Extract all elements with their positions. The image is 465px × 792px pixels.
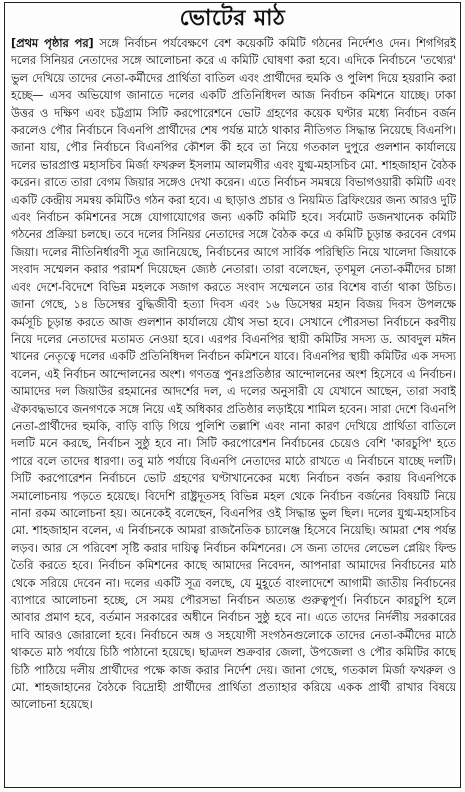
article-paragraph (11, 35, 456, 714)
article-title: ভোটের মাঠ (179, 5, 286, 31)
news-clipping (4, 2, 461, 788)
article-body (11, 35, 456, 785)
continuation-label: [প্রথম পৃষ্ঠার পর] (11, 37, 94, 50)
article-body-text: সঙ্গে নির্বাচন পর্যবেক্ষণে বেশ কয়েকটি কমিটি গঠনের নির্দেশও দেন। শিগগিরই দলের সিনিয়র নেতাদের সঙ্গে আলোচনা করে এ কমিটি ঘোষণা করা হবে। এদিকে নির্বাচনে 'তথ্যের' ভুল দেখিয়ে তাদের নেতা-কর্মীদের প্রার্থিতা বাতিল এবং প্রার্থীদের হুমকি ও পুলিশ দিয়ে হয়রানি করা হচ্ছে— এসব অভিযোগ জানাতে দলের একটি প্রতিনিধিদল আজ নির্বাচন কমিশনে যাচ্ছে। ঢাকা উত্তর ও দক্ষিণ এবং চট্টগ্রাম সিটি করপোরেশনে ভোট গ্রহণের কয়েক ঘণ্টার মধ্যে নির্বাচন বর্জন করলেও পৌর নির্বাচনে বিএনপি প্রার্থীদের শেষ পর্যন্ত মাঠে থাকার নীতিগত সিদ্ধান্ত নিয়েছে বিএনপি। জানা যায়, পৌর নির্বাচনে বিএনপির কৌশল কী হবে তা নিয়ে গতকাল দুপুরে গুলশান কার্যালয়ে দলের ভারপ্রাপ্ত মহাসচিব মির্জা ফখরুল ইসলাম আলমগীর এবং যুগ্ম-মহাসচিব মো. শাহজাহান বৈঠক করেন। রাতে তারা বেগম জিয়ার সঙ্গেও দেখা করেন। এতে নির্বাচন সমন্বয়ে বিভাগওয়ারী কমিটি এবং একটি কেন্দ্রীয় সমন্বয় কমিটিও গঠন করা হবে। এ ছাড়াও প্রচার ও নিয়মিত ব্রিফিংয়ের জন্য আরও দুটি এবং নির্বাচন কমিশনের সঙ্গে যোগাযোগের জন্য একটি কমিটি হবে। সর্বমোট ডজনখানেক কমিটি গঠনের প্রক্রিয়া চলছে। তবে দলের সিনিয়র নেতাদের সঙ্গে বৈঠক করে এ কমিটি চূড়ান্ত করবেন বেগম জিয়া। দলের নীতিনির্ধারণী সূত্র জানিয়েছে, নির্বাচনের আগে সার্বিক পরিস্থিতি নিয়ে খালেদা জিয়াকে সংবাদ সম্মেলন করার পরামর্শ দিয়েছেন জ্যেষ্ঠ নেতারা। তারা বলেছেন, তৃণমূল নেতা-কর্মীদের চাঙ্গা এবং দেশে-বিদেশে বিভিন্ন মহলকে সজাগ করতে সংবাদ সম্মেলনে তার বিশেষ বার্তা থাকা উচিত। জানা গেছে, ১৪ ডিসেম্বর বুদ্ধিজীবী হত্যা দিবস এবং ১৬ ডিসেম্বর মহান বিজয় দিবস উপলক্ষে কর্মসূচি চূড়ান্ত করতে আজ গুলশান কার্যালয়ে যৌথ সভা হবে। সেখানে পৌরসভা নির্বাচনে করণীয় নিয়ে দলের নেতাদের মতামত নেওয়া হবে। এরপর বিএনপির স্থায়ী কমিটির সদস্য ড. আবদুল মঈন খানের নেতৃত্বে দলের একটি প্রতিনিধিদল নির্বাচন কমিশনে যাবে। বিএনপির স্থায়ী কমিটির এক সদস্য বলেন, এই নির্বাচন আন্দোলনের অংশ। গণতন্ত্র পুনঃপ্রতিষ্ঠার আন্দোলনের অংশ হিসেবে এ নির্বাচন। আমাদের দল জিয়াউর রহমানের আদর্শের দল, এ দলের অনুসারী যে যেখানে আছেন, তারা সবাই ঐক্যবদ্ধভাবে জনগণকে সঙ্গে নিয়ে এই অধিকার প্রতিষ্ঠার লড়াইয়ে শামিল হবেন। সারা দেশে বিএনপি নেতা-প্রার্থীদের হুমকি, বাড়ি বাড়ি গিয়ে পুলিশি তল্লাশি এবং নানা কারণ দেখিয়ে প্রার্থিতা বাতিলে দলটি মনে করছে, নির্বাচন সুষ্ঠু হবে না। সিটি করপোরেশন নির্বাচনের চেয়েও বেশি 'কারচুপি' হতে পারে বলে তাদের ধারণা। তবু মাঠ পর্যায়ে বিএনপি নেতাদের মাঠে রাখতে এ নির্বাচনে যাচ্ছে দলটি। সিটি করপোরেশন নির্বাচনে ভোট গ্রহণের ঘণ্টাখানেকের মধ্যে নির্বাচন বর্জন করায় বিএনপিকে সমালোচনায় পড়তে হয়েছে। বিদেশি রাষ্ট্রদূতসহ বিভিন্ন মহল থেকে নির্বাচন বর্জনের বিষয়টি নিয়ে নানা রকম আলোচনা হয়। অনেকেই বলেছেন, বিএনপির ওই সিদ্ধান্ত ভুল ছিল। দলের যুগ্ম-মহাসচিব মো. শাহজাহান বলেন, এ নির্বাচনকে আমরা রাজনৈতিক চ্যালেঞ্জ হিসেবে নিয়েছি। আমরা শেষ পর্যন্ত লড়ব। আর সে পরিবেশ সৃষ্টি করার দায়িত্ব নির্বাচন কমিশনের। সে জন্য তাদের লেভেল প্লেয়িং ফিল্ড তৈরি করতে হবে। নির্বাচন কমিশনের কাছে আমাদের নিবেদন, আপনারা আমাদের নির্বাচনের মাঠ থেকে সরিয়ে দেবেন না। দলের একটি সূত্র বলছে, যে মুহূর্তে বাংলাদেশে আগামী জাতীয় নির্বাচনের ব্যাপারে আলোচনা হচ্ছে, সে সময় পৌরসভা নির্বাচন অত্যন্ত গুরুত্বপূর্ণ। নির্বাচনে কারচুপি হলে আবার প্রমাণ হবে, বর্তমান সরকারের অধীনে নির্বাচন সুষ্ঠু হবে না। এতে তাদের নির্দলীয় সরকারের দাবি আরও জোরালো হবে। নির্বাচনে অঙ্গ ও সহযোগী সংগঠনগুলোকে তাদের নেতা-কর্মীদের মাঠে থাকতে মাঠ পর্যায়ে চিঠি পাঠানো হয়েছে। ছাত্রদল শুক্রবার জেলা, উপজেলা ও পৌর কমিটির কাছে চিঠি পাঠিয়ে দলীয় প্রার্থীদের পক্ষে কাজ করার নির্দেশ দেয়। জানা গেছে, গতকাল মির্জা ফখরুল ও মো. শাহজাহানের বৈঠকে বিদ্রোহী প্রার্থীদের প্রার্থিতা প্রত্যাহার করিয়ে একক প্রার্থী রাখার বিষয়ে আলোচনা হয়েছে। (11, 37, 456, 712)
